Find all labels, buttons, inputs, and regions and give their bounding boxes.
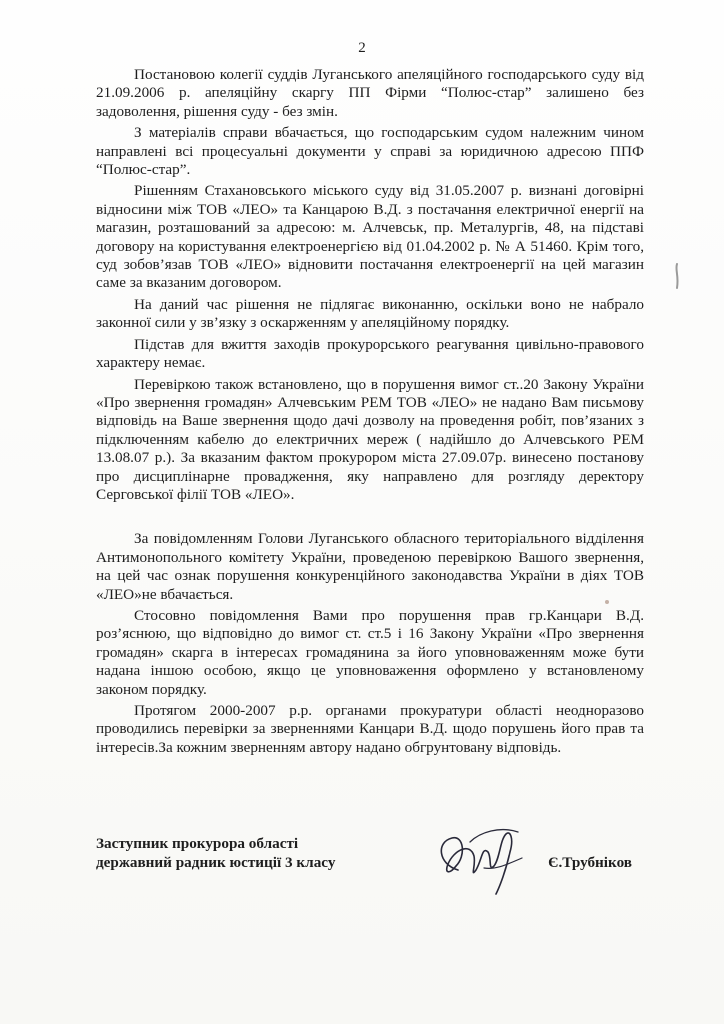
paragraph: На даний час рішення не підлягає виконанню, оскільки воно не набрало законної сили у зв’язку з оскарженням у апеляційному порядку. [96, 295, 644, 332]
paragraph: Постановою колегії суддів Луганського апеляційного господарського суду від 21.09.2006 р. апеляційну скаргу ПП Фірми “Полюс-стар” залишено без задоволення, рішення суду - без змін. [96, 66, 644, 120]
paragraph: Стосовно повідомлення Вами про порушення прав гр.Канцари В.Д. роз’яснюю, що відповідно до вимог ст. ст.5 і 16 Закону України «Про звернення громадян» скарга в інтересах громадянина за його уповноваженням може бути надана іншою особою, якщо це уповноваження оформлено у встановленому законом порядку. [96, 606, 644, 698]
paragraph: З матеріалів справи вбачається, що господарським судом належним чином направлені всі процесуальні документи у справі за юридичною адресою ППФ “Полюс-стар”. [96, 124, 644, 179]
paragraph: Підстав для вжиття заходів прокурорського реагування цивільно-правового характеру немає. [96, 335, 644, 372]
signatory-rank: державний радник юстиції 3 класу [96, 854, 336, 871]
paragraph: Рішенням Стахановського міського суду від 31.05.2007 р. визнані договірні відносини між ТОВ «ЛЕО» та Канцарою В.Д. з постачання електричної енергії на магазин, розташований за адресою: м. Алчевськ, пр. Металургів, 48, на підставі договору на користування електроенергією від 01.04.2002 р. № А 51460. Крім того, суд зобов’язав ТОВ «ЛЕО» відновити постачання електроенергії на цей магазин саме за вказаним договором. [96, 182, 644, 292]
paragraph: За повідомленням Голови Луганського обласного територіального відділення Антимонопольного комітету України, проведеною перевіркою Вашого звернення, на цей час ознак порушення конкуренційного законодавства України в діях ТОВ «ЛЕО»не вбачається. [96, 530, 644, 603]
paragraph: Перевіркою також встановлено, що в порушення вимог ст..20 Закону України «Про звернення громадян» Алчевським РЕМ ТОВ «ЛЕО» не надано Вам письмову відповідь на Ваше звернення щодо дачі дозволу на проведення робіт, пов’язаних з підключенням кабелю до електричних мереж ( надійшло до Алчевського РЕМ 13.08.07 р.). За вказаним фактом прокурором міста 27.09.07р. винесено постанову про дисциплінарне провадження, яку направлено для розгляду деректору Серговської філії ТОВ «ЛЕО». [96, 375, 644, 503]
paper-speck [605, 600, 609, 604]
margin-pencil-mark [672, 262, 682, 290]
handwritten-signature [430, 812, 540, 902]
signatory-title: Заступник прокурора області [96, 835, 299, 852]
paragraph: Протягом 2000-2007 р.р. органами прокуратури області неодноразово проводились перевірки за зверненнями Канцари В.Д. щодо порушень його прав та інтересів.За кожним зверненням автору надано обгрунтовану відповідь. [96, 702, 644, 756]
signatory-name: Є.Трубніков [548, 854, 632, 871]
letter-body [96, 66, 644, 760]
page-number: 2 [358, 40, 366, 56]
